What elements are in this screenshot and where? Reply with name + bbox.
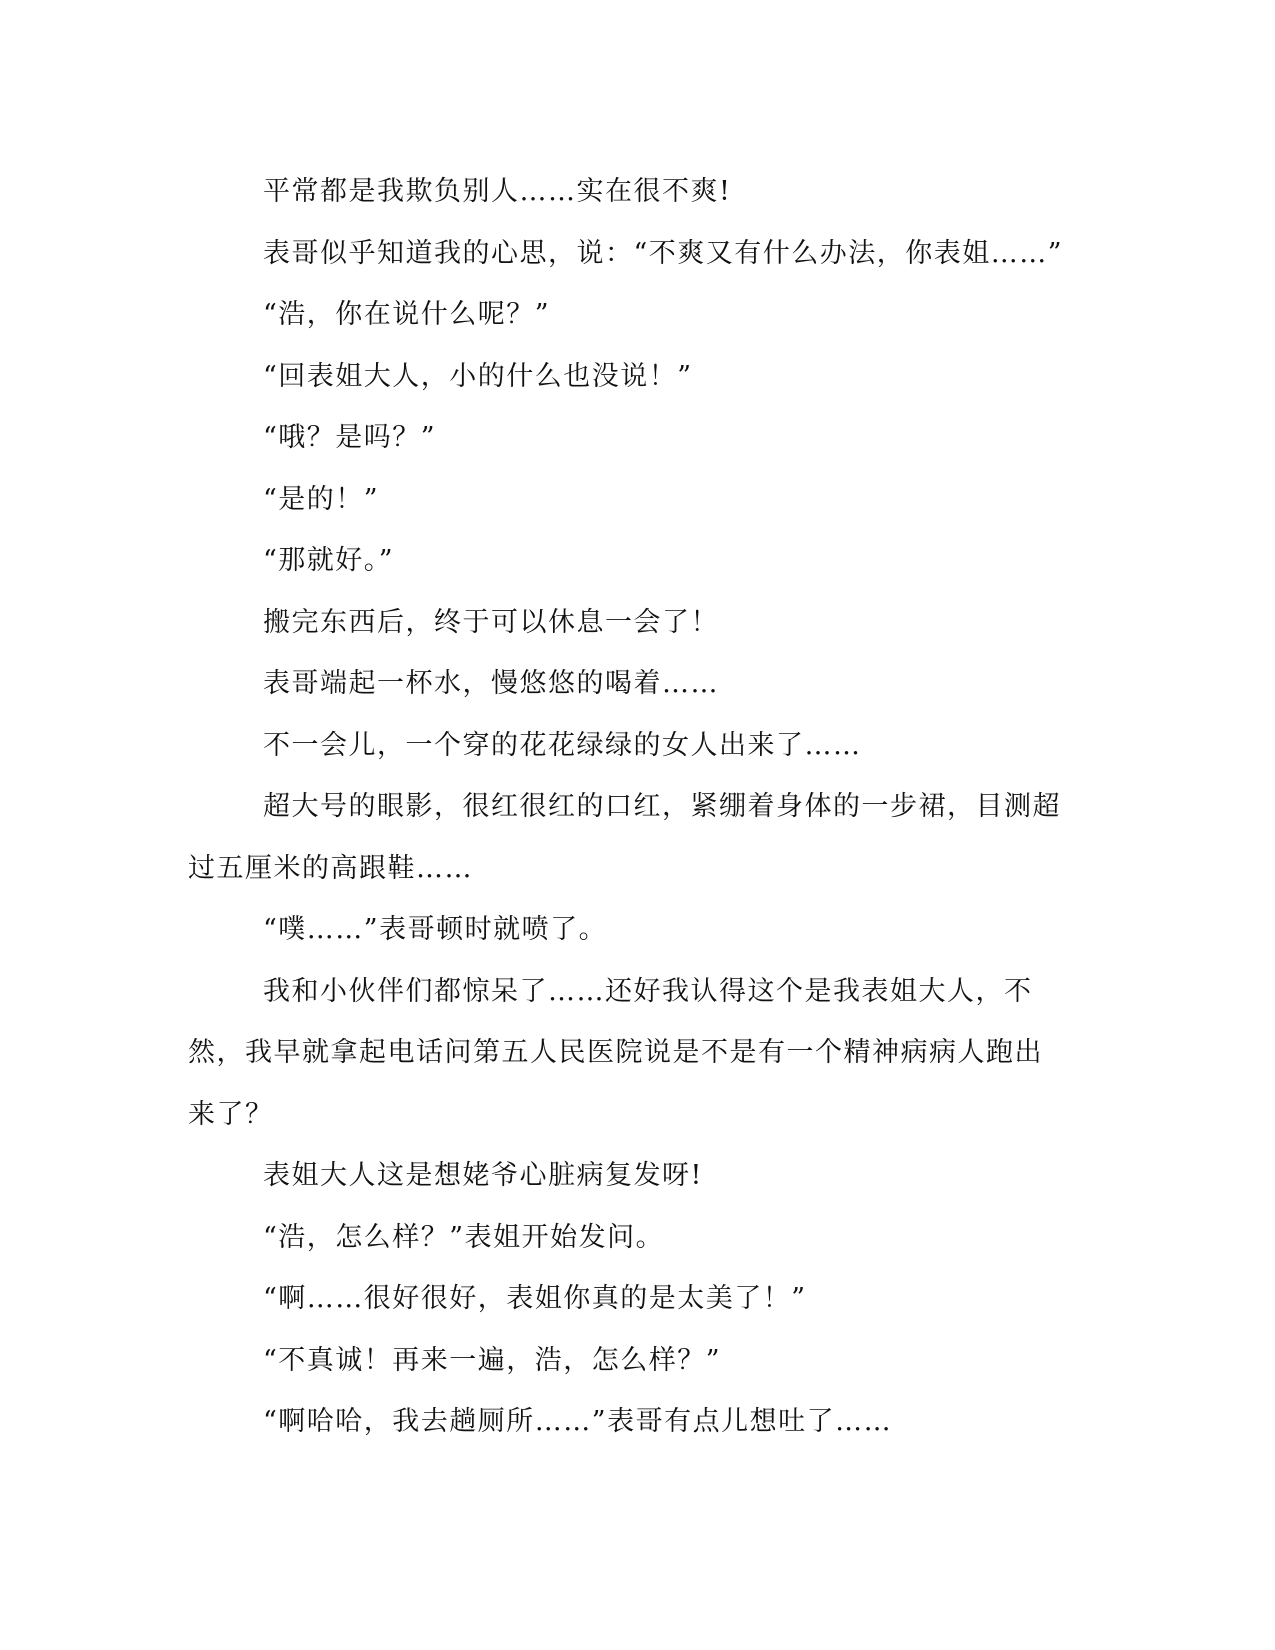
paragraph: 不一会儿，一个穿的花花绿绿的女人出来了…… [263,729,862,761]
paragraph: “回表姐大人，小的什么也没说！” [263,360,693,392]
paragraph: “那就好。” [263,545,395,576]
paragraph: “啊……很好很好，表姐你真的是太美了！” [263,1283,807,1314]
paragraph: “啊哈哈，我去趟厕所……”表哥有点儿想吐了…… [263,1406,893,1437]
paragraph: 表哥似乎知道我的心思，说：“不爽又有什么办法，你表姐……” [263,237,1064,269]
paragraph: “是的！” [263,483,380,515]
paragraph: 表哥端起一杯水，慢悠悠的喝着…… [263,668,719,699]
paragraph: “噗……”表哥顿时就喷了。 [263,914,608,945]
story-text [188,161,1068,1453]
paragraph: “不真诚！再来一遍，浩，怎么样？” [263,1344,722,1376]
paragraph: “浩，你在说什么呢？” [263,299,551,330]
paragraph: 搬完东西后，终于可以休息一会了！ [263,606,719,638]
paragraph: “哦？是吗？” [263,422,437,453]
paragraph: 表姐大人这是想姥爷心脏病复发呀! [263,1160,703,1191]
paragraph: 超大号的眼影，很红很红的口红，紧绷着身体的一步裙，目测超过五厘米的高跟鞋…… [188,791,1061,884]
paragraph: 我和小伙伴们都惊呆了……还好我认得这个是我表姐大人，不然，我早就拿起电话问第五人民医院说是不是有一个精神病病人跑出来了？ [188,975,1043,1130]
paragraph: 平常都是我欺负别人……实在很不爽! [263,176,732,207]
paragraph: “浩，怎么样？”表姐开始发问。 [263,1221,665,1253]
